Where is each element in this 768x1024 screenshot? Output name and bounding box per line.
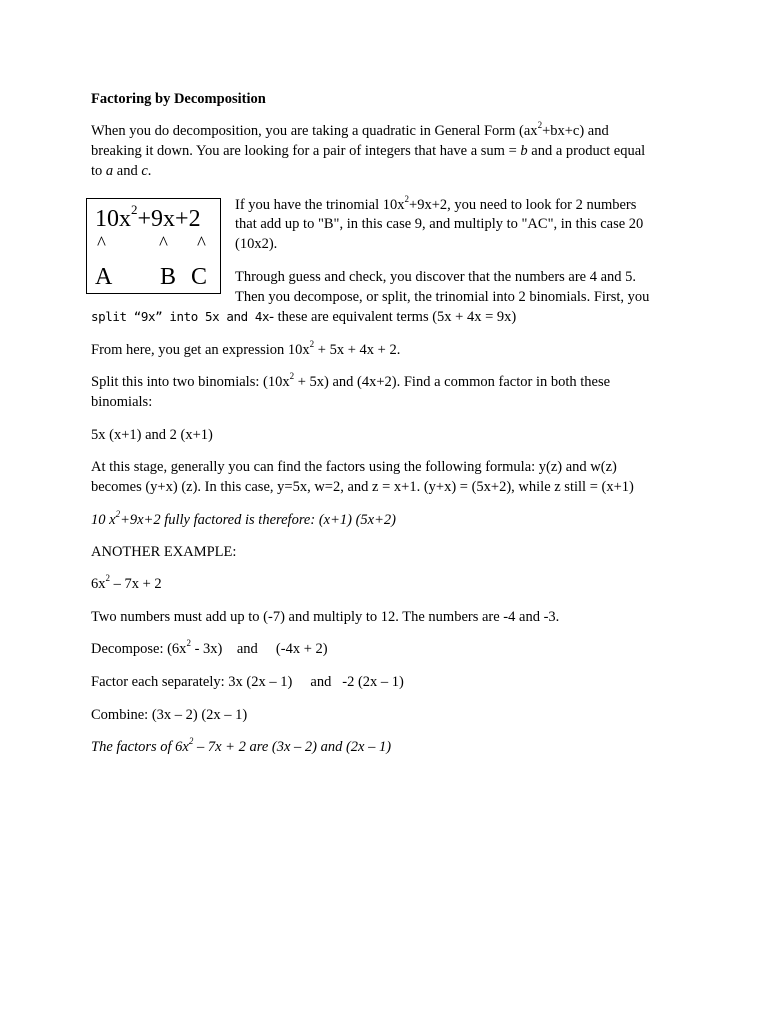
intro-line-1: When you do decomposition, you are taking a quadratic in General Form $(ax^2+bx+c)$ and: [91, 120, 609, 139]
two-numbers-line: Two numbers must add up to (-7) and multiply to 12. The numbers are -4 and -3.: [91, 609, 560, 625]
another-example-heading: ANOTHER EXAMPLE:: [91, 544, 237, 560]
example-2-expression: $6x^2 - 7x + 2$: [91, 573, 162, 592]
right-line-4: Through guess and check, you discover that the numbers are 4 and 5.: [235, 269, 637, 285]
split-binomials-line-1: Split this into two binomials: $(10x^2 + 5x)$ and (4x+2). Find a common factor in both these: [91, 371, 611, 390]
caret-a: ^: [97, 233, 106, 254]
right-line-1: If you have the trinomial $10x^2+9x+2$, you need to look for 2 numbers: [235, 194, 637, 213]
combine-line: Combine: (3x – 2) (2x – 1): [91, 707, 248, 723]
split-line: split “9x” into 5x and 4x- these are equivalent terms (5x + 4x = 9x): [91, 309, 517, 325]
expression-line: From here, you get an expression $10x^2 + 5x + 4x + 2$.: [91, 339, 401, 358]
right-line-3: (10x2).: [235, 236, 278, 252]
right-line-5: Then you decompose, or split, the trinomial into 2 binomials. First, you: [235, 289, 650, 305]
letter-c: C: [191, 264, 208, 290]
fully-factored-line: 10 $x^2+9x+2$ fully factored is therefore: (x+1) (5x+2): [91, 509, 396, 528]
intro-line-3: to a and c.: [91, 163, 152, 179]
caret-c: ^: [197, 233, 206, 254]
stage-line-2: becomes (y+x) (z). In this case, y=5x, w=2, and z = x+1. (y+x) = (5x+2), while z still = (x+1): [91, 479, 634, 495]
trinomial-diagram-box: [86, 198, 221, 294]
letter-b: B: [160, 264, 177, 290]
intro-line-2: breaking it down. You are looking for a pair of integers that have a sum = b and a product equal: [91, 143, 646, 159]
letter-a: A: [95, 264, 113, 290]
caret-b: ^: [159, 233, 168, 254]
document-title: Factoring by Decomposition: [91, 91, 266, 107]
trinomial-expression: $10x^2+9x+2$: [95, 202, 201, 232]
conclusion-line: The factors of $6x^2 - 7x + 2$ are (3x – 2) and (2x – 1): [91, 736, 392, 755]
split-binomials-line-2: binomials:: [91, 394, 153, 410]
right-line-2: that add up to "B", in this case 9, and multiply to "AC", in this case 20: [235, 216, 644, 232]
factors-line: 5x (x+1) and 2 (x+1): [91, 427, 213, 443]
decompose-line: Decompose: $(6x^2 - 3x)$ and (-4x + 2): [91, 638, 328, 657]
stage-line-1: At this stage, generally you can find the factors using the following formula: y(z) and w(z): [91, 459, 617, 475]
factor-each-line: Factor each separately: 3x (2x – 1) and -2 (2x – 1): [91, 674, 404, 690]
